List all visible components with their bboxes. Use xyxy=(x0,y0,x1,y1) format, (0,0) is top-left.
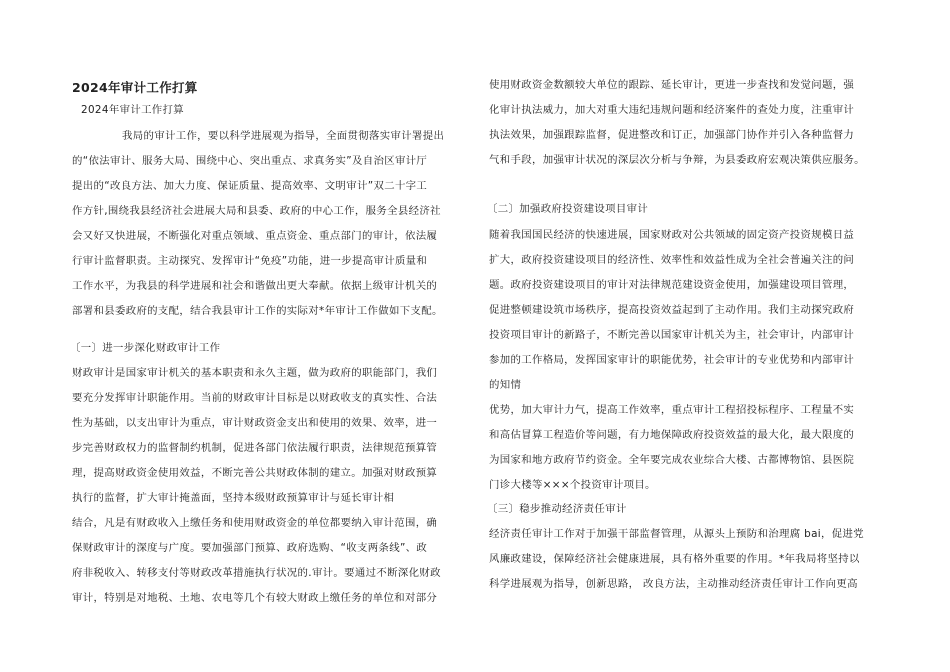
paragraph-line: 气和手段，加强审计状况的深层次分析与争辩，为县委政府宏观决策供应服务。 xyxy=(489,154,865,166)
section-heading: 〔一〕进一步深化财政审计工作 xyxy=(70,342,221,354)
paragraph-line: 审计，特别是对地税、土地、农电等几个有较大财政上缴任务的单位和对部分 xyxy=(72,592,438,604)
paragraph-line: 随着我国国民经济的快速进展，国家财政对公共领域的固定资产投资规模日益 xyxy=(489,229,855,241)
paragraph-line: 理，提高财政资金使用效益，不断完善公共财政体制的建立。加强对财政预算 xyxy=(72,467,438,479)
paragraph-line: 扩大，政府投资建设项目的经济性、效率性和效益性成为全社会普遍关注的问 xyxy=(489,254,855,266)
paragraph-line: 风廉政建设，保障经济社会健康进展，具有格外重要的作用。*年我局将坚持以 xyxy=(489,553,860,565)
document-title: 2024年审计工作打算 xyxy=(72,80,198,95)
paragraph-line: 的知情 xyxy=(489,379,522,391)
paragraph-line: 府非税收入、转移支付等财政改革措施执行状况的.审计。要通过不断深化财政 xyxy=(72,567,441,579)
paragraph-line: 财政审计是国家审计机关的基本职责和永久主题，做为政府的职能部门，我们 xyxy=(72,367,438,379)
paragraph-line: 门诊大楼等×××个投资审计项目。 xyxy=(489,479,656,491)
paragraph-line: 作方针,围绕我县经济社会进展大局和县委、政府的中心工作，服务全县经济社 xyxy=(72,205,441,217)
paragraph-line: 优势，加大审计力气，提高工作效率，重点审计工程招投标程序、工程量不实 xyxy=(489,404,855,416)
section-heading: 〔二〕加强政府投资建设项目审计 xyxy=(487,203,649,215)
paragraph-line: 投资项目审计的新路子，不断完善以国家审计机关为主，社会审计，内部审计 xyxy=(489,329,855,341)
paragraph-line: 科学进展观为指导，创新思路， 改良方法，主动推动经济责任审计工作向更高 xyxy=(489,578,858,590)
paragraph-line: 提出的“改良方法、加大力度、保证质量、提高效率、文明审计”双二十字工 xyxy=(72,180,428,192)
paragraph-line: 行审计监督职责。主动探究、发挥审计“免疫”功能，进一步提高审计质量和 xyxy=(72,255,428,267)
paragraph-line: 为国家和地方政府节约资金。全年要完成农业综合大楼、古都博物馆、县医院 xyxy=(489,454,855,466)
paragraph-line: 的“依法审计、服务大局、围绕中心、突出重点、求真务实”及自治区审计厅 xyxy=(72,155,428,167)
paragraph-line: 我局的审计工作，要以科学进展观为指导，全面贯彻落实审计署提出 xyxy=(122,130,445,142)
paragraph-line: 经济责任审计工作对于加强干部监督管理，从源头上预防和治理腐 bai，促进党 xyxy=(489,528,864,540)
paragraph-line: 工作水平，为我县的科学进展和社会和谐做出更大奉献。依据上级审计机关的 xyxy=(72,280,438,292)
paragraph-line: 题。政府投资建设项目的审计对法律规范建设资金使用，加强建设项目管理， xyxy=(489,279,855,291)
paragraph-line: 结合，凡是有财政收入上缴任务和使用财政资金的单位都要纳入审计范围，确 xyxy=(72,517,438,529)
paragraph-line: 执行的监督，扩大审计掩盖面，坚持本级财政预算审计与延长审计相 xyxy=(72,492,395,504)
section-heading: 〔三〕稳步推动经济责任审计 xyxy=(487,503,627,515)
paragraph-line: 保财政审计的深度与广度。要加强部门预算、政府选购、“收支两条线”、政 xyxy=(72,542,428,554)
paragraph-line: 化审计执法威力，加大对重大违纪违规问题和经济案件的查处力度，注重审计 xyxy=(489,104,855,116)
paragraph-line: 部署和县委政府的支配，结合我县审计工作的实际对*年审计工作做如下支配。 xyxy=(72,305,443,317)
paragraph-line: 性为基础，以支出审计为重点，审计财政资金支出和使用的效果、效率，进一 xyxy=(72,417,438,429)
paragraph-line: 步完善财政权力的监督制约机制，促进各部门依法履行职责，法律规范预算管 xyxy=(72,442,438,454)
paragraph-line: 促进整顿建设筑市场秩序，提高投资效益起到了主动作用。我们主动探究政府 xyxy=(489,304,855,316)
paragraph-line: 和高估冒算工程造价等问题，有力地保障政府投资效益的最大化，最大限度的 xyxy=(489,429,855,441)
paragraph-line: 参加的工作格局，发挥国家审计的职能优势，社会审计的专业优势和内部审计 xyxy=(489,354,855,366)
paragraph-line: 使用财政资金数额较大单位的跟踪、延长审计，更进一步查找和发觉问题，强 xyxy=(489,79,855,91)
paragraph-line: 会又好又快进展，不断强化对重点领域、重点资金、重点部门的审计，依法履 xyxy=(72,230,438,242)
paragraph-line: 要充分发挥审计职能作用。当前的财政审计目标是以财政收支的真实性、合法 xyxy=(72,392,438,404)
document-subtitle: 2024年审计工作打算 xyxy=(81,104,185,116)
paragraph-line: 执法效果，加强跟踪监督，促进整改和订正，加强部门协作并引入各种监督力 xyxy=(489,129,855,141)
